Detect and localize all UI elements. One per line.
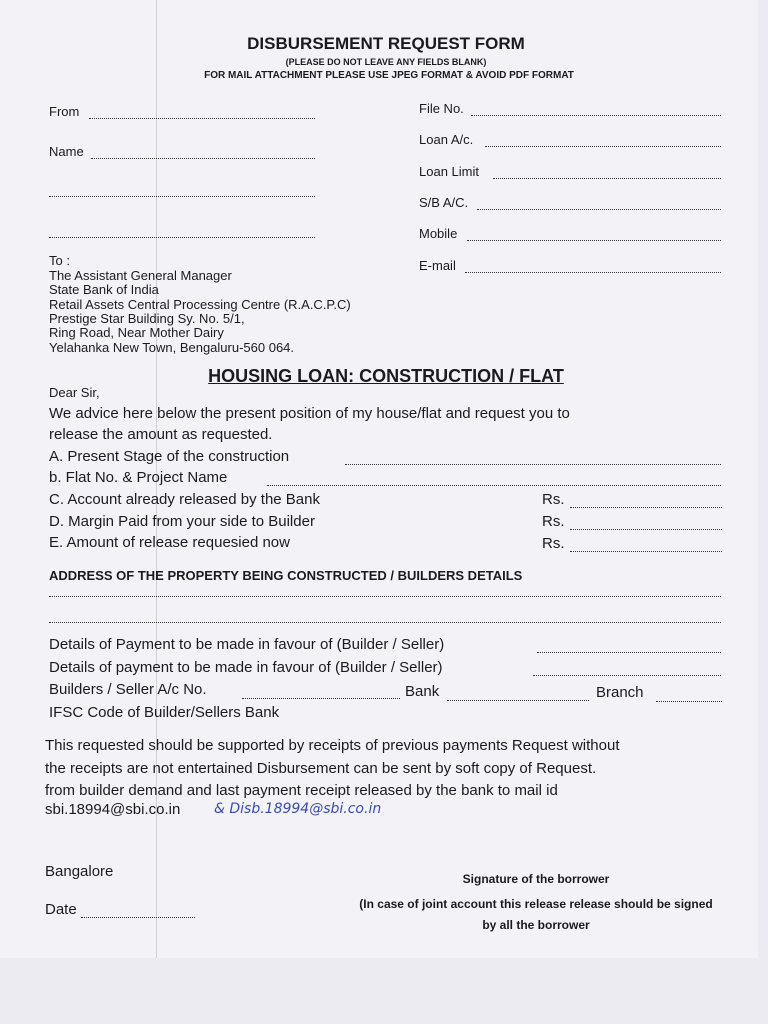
item-flat-project[interactable] xyxy=(49,469,721,489)
address-line-2[interactable] xyxy=(49,610,721,626)
recipient-line-4: Prestige Star Building Sy. No. 5/1, xyxy=(49,311,245,326)
payment-details-line-1[interactable] xyxy=(49,636,721,656)
place-label: Bangalore xyxy=(45,863,114,880)
recipient-line-3: Retail Assets Central Processing Centre (R.A.C.P.C) xyxy=(49,297,351,312)
payment-details-line-2[interactable] xyxy=(49,659,721,679)
intro-line-1: We advice here below the present position of my house/flat and request you to xyxy=(49,405,570,422)
address-continuation-field[interactable] xyxy=(49,223,315,241)
section-title: HOUSING LOAN: CONSTRUCTION / FLAT xyxy=(208,366,564,386)
bank-field[interactable] xyxy=(447,686,589,704)
rs-label-c: Rs. xyxy=(542,491,565,508)
name-field[interactable] xyxy=(49,144,315,162)
item-present-stage[interactable] xyxy=(49,448,721,468)
branch-field[interactable] xyxy=(656,687,722,705)
email-label: E-mail xyxy=(419,258,456,273)
salutation: Dear Sir, xyxy=(49,385,100,400)
form-title: DISBURSEMENT REQUEST FORM xyxy=(247,34,525,53)
from-label: From xyxy=(49,104,80,119)
from-field[interactable] xyxy=(49,104,315,122)
rs-label-e: Rs. xyxy=(542,535,565,552)
recipient-line-2: State Bank of India xyxy=(49,282,159,297)
loan-ac-field[interactable] xyxy=(419,132,721,150)
item-e-label: E. Amount of release requesied now xyxy=(49,534,290,551)
item-d-amount-field[interactable] xyxy=(542,513,722,533)
signature-label: Signature of the borrower xyxy=(462,872,610,886)
address-line-1[interactable] xyxy=(49,584,721,600)
builder-ac-field[interactable] xyxy=(242,684,400,702)
loan-ac-label: Loan A/c. xyxy=(419,132,474,147)
address-heading: ADDRESS OF THE PROPERTY BEING CONSTRUCTED / BUILDERS DETAILS xyxy=(49,568,523,583)
date-label: Date xyxy=(45,901,77,918)
loan-limit-field[interactable] xyxy=(419,164,721,182)
handwritten-email: & Disb.18994@sbi.co.in xyxy=(214,801,382,817)
note-line-2: the receipts are not entertained Disbursement can be sent by soft copy of Request. xyxy=(45,760,597,777)
name-continuation-field[interactable] xyxy=(49,182,315,200)
bank-label: Bank xyxy=(405,683,440,700)
email-field[interactable] xyxy=(419,258,721,276)
joint-account-note-1: (In case of joint account this release release should be signed xyxy=(359,897,713,911)
item-c-amount-field[interactable] xyxy=(542,491,722,511)
item-e-amount-field[interactable] xyxy=(542,535,722,555)
payment-line-1-label: Details of Payment to be made in favour of (Builder / Seller) xyxy=(49,636,445,653)
recipient-line-1: The Assistant General Manager xyxy=(49,268,232,283)
intro-line-2: release the amount as requested. xyxy=(49,426,273,443)
item-b-label: b. Flat No. & Project Name xyxy=(49,469,228,486)
sb-ac-label: S/B A/C. xyxy=(419,195,469,210)
to-label: To : xyxy=(49,253,70,268)
loan-limit-label: Loan Limit xyxy=(419,164,479,179)
mobile-field[interactable] xyxy=(419,226,721,244)
rs-label-d: Rs. xyxy=(542,513,565,530)
mobile-label: Mobile xyxy=(419,226,458,241)
note-line-3: from builder demand and last payment receipt released by the bank to mail id xyxy=(45,782,558,799)
form-subtitle-format: FOR MAIL ATTACHMENT PLEASE USE JPEG FORMAT & AVOID PDF FORMAT xyxy=(204,70,574,81)
builder-ac-label: Builders / Seller A/c No. xyxy=(49,681,207,698)
joint-account-note-2: by all the borrower xyxy=(482,918,590,932)
sb-ac-field[interactable] xyxy=(419,195,721,213)
note-line-1: This requested should be supported by receipts of previous payments Request without xyxy=(45,737,620,754)
name-label: Name xyxy=(49,144,84,159)
note-email: sbi.18994@sbi.co.in xyxy=(45,801,181,818)
item-c-label: C. Account already released by the Bank xyxy=(49,491,320,508)
file-no-label: File No. xyxy=(419,101,464,116)
branch-label: Branch xyxy=(596,684,644,701)
ifsc-label: IFSC Code of Builder/Sellers Bank xyxy=(49,704,280,721)
item-d-label: D. Margin Paid from your side to Builder xyxy=(49,513,315,530)
recipient-line-5: Ring Road, Near Mother Dairy xyxy=(49,325,224,340)
date-field[interactable] xyxy=(45,901,195,921)
file-no-field[interactable] xyxy=(419,101,721,119)
form-subtitle-blank: (PLEASE DO NOT LEAVE ANY FIELDS BLANK) xyxy=(285,57,487,67)
item-a-label: A. Present Stage of the construction xyxy=(49,448,290,465)
recipient-line-6: Yelahanka New Town, Bengaluru-560 064. xyxy=(49,340,295,355)
payment-line-2-label: Details of payment to be made in favour of (Builder / Seller) xyxy=(49,659,443,676)
